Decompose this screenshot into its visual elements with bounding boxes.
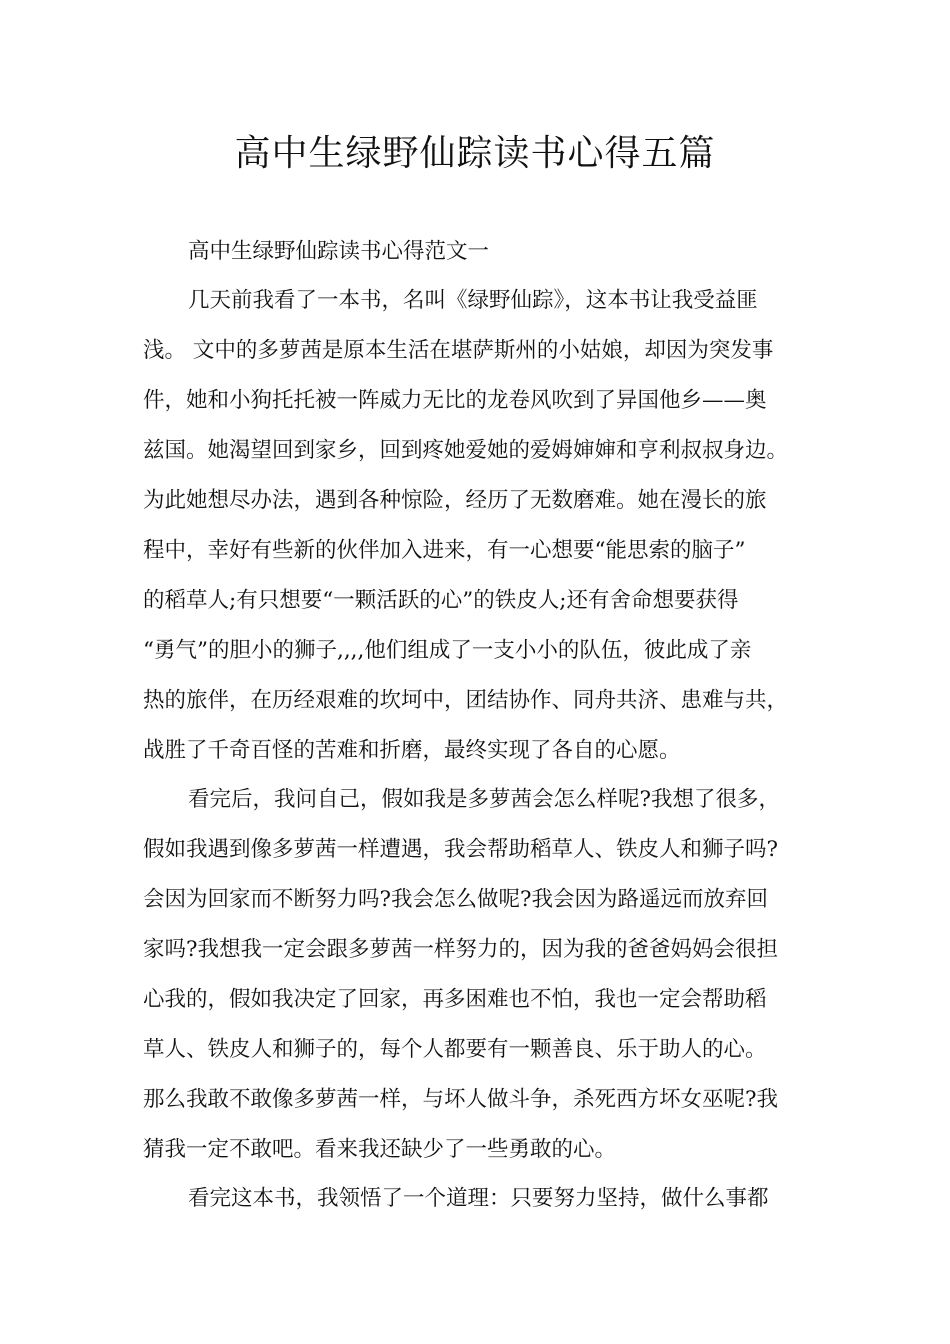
section-heading: 高中生绿野仙踪读书心得范文一 bbox=[188, 239, 490, 264]
text-line: 战胜了千奇百怪的苦难和折磨，最终实现了各自的心愿。 bbox=[143, 738, 681, 763]
text-line: 会因为回家而不断努力吗?我会怎么做呢?我会因为路遥远而放弃回 bbox=[143, 887, 769, 912]
text-line: 兹国。她渴望回到家乡，回到疼她爱她的爱姆婶婶和亨利叔叔身边。 bbox=[143, 438, 789, 463]
text-line: 看完这本书，我领悟了一个道理：只要努力坚持，做什么事都 bbox=[188, 1186, 769, 1211]
text-line: 猜我一定不敢吧。看来我还缺少了一些勇敢的心。 bbox=[143, 1137, 617, 1162]
text-line: 件，她和小狗托托被一阵威力无比的龙卷风吹到了异国他乡——奥 bbox=[143, 388, 767, 413]
text-line: “勇气”的胆小的狮子,,,,他们组成了一支小小的队伍，彼此成了亲 bbox=[143, 638, 752, 663]
text-line: 为此她想尽办法，遇到各种惊险，经历了无数磨难。她在漫长的旅 bbox=[143, 488, 767, 513]
text-line: 程中，幸好有些新的伙伴加入进来，有一心想要“能思索的脑子” bbox=[143, 538, 746, 563]
text-line: 浅。 文中的多萝茜是原本生活在堪萨斯州的小姑娘，却因为突发事 bbox=[143, 338, 774, 363]
document-title: 高中生绿野仙踪读书心得五篇 bbox=[234, 133, 716, 174]
text-line: 家吗?我想我一定会跟多萝茜一样努力的，因为我的爸爸妈妈会很担 bbox=[143, 937, 779, 962]
text-line: 几天前我看了一本书，名叫《绿野仙踪》，这本书让我受益匪 bbox=[188, 288, 758, 313]
text-line: 那么我敢不敢像多萝茜一样，与坏人做斗争，杀死西方坏女巫呢?我 bbox=[143, 1087, 779, 1112]
text-line: 热的旅伴，在历经艰难的坎坷中，团结协作、同舟共济、患难与共， bbox=[143, 688, 789, 713]
text-line: 的稻草人;有只想要“一颗活跃的心”的铁皮人;还有舍命想要获得 bbox=[143, 588, 739, 613]
text-line: 草人、铁皮人和狮子的，每个人都要有一颗善良、乐于助人的心。 bbox=[143, 1037, 767, 1062]
text-line: 心我的，假如我决定了回家，再多困难也不怕，我也一定会帮助稻 bbox=[143, 987, 767, 1012]
text-line: 看完后，我问自己，假如我是多萝茜会怎么样呢?我想了很多， bbox=[188, 787, 781, 812]
text-line: 假如我遇到像多萝茜一样遭遇，我会帮助稻草人、铁皮人和狮子吗? bbox=[143, 837, 779, 862]
